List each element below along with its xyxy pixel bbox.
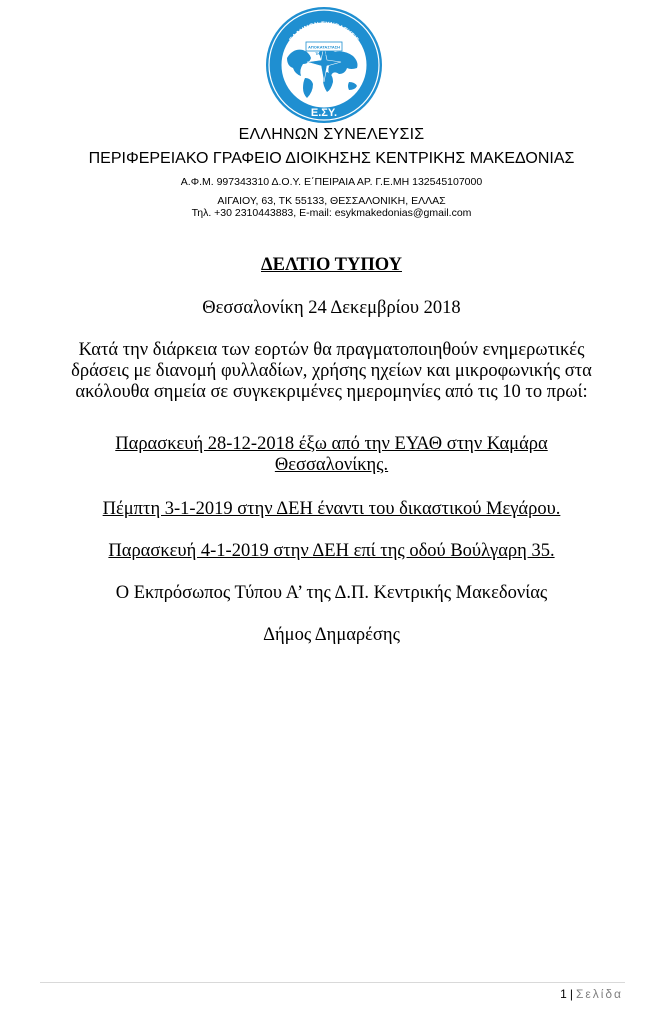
document-date: Θεσσαλονίκη 24 Δεκεμβρίου 2018 <box>202 298 461 318</box>
tax-line: Α.Φ.Μ. 997343310 Δ.Ο.Υ. Ε΄ΠΕΙΡΑΙΑ ΑΡ. Γ.Ε.ΜΗ 132545107000 <box>180 176 483 188</box>
schedule-item-2-text: Πέμπτη 3-1-2019 στην ΔΕΗ έναντι του δικαστικού Μεγάρου. <box>102 499 561 519</box>
address-line: ΑΙΓΑΙΟΥ, 63, ΤΚ 55133, ΘΕΣΣΑΛΟΝΙΚΗ, ΕΛΛΑΣ <box>217 195 446 207</box>
org-name: ΕΛΛΗΝΩΝ ΣΥΝΕΛΕΥΣΙΣ <box>238 126 425 143</box>
office-name: ΠΕΡΙΦΕΡΕΙΑΚΟ ΓΡΑΦΕΙΟ ΔΙΟΙΚΗΣΗΣ ΚΕΝΤΡΙΚΗΣ ΜΑΚΕΔΟΝΙΑΣ <box>88 150 575 167</box>
schedule-item-1-line: Παρασκευή 28-12-2018 έξω από την ΕΥΑΘ στην Καμάρα <box>115 434 548 454</box>
page-number: 1 <box>560 987 567 1001</box>
intro-line: ακόλουθα σημεία σε συγκεκριμένες ημερομηνίες από τις 10 το πρωί: <box>75 382 588 402</box>
signature-role: Ο Εκπρόσωπος Τύπου Α’ της Δ.Π. Κεντρικής Μακεδονίας <box>115 583 548 603</box>
intro-line: Κατά την διάρκεια των εορτών θα πραγματοποιηθούν ενημερωτικές <box>78 340 585 360</box>
intro-line: δράσεις με διανομή φυλλαδίων, χρήσης ηχείων και μικροφωνικής στα <box>71 361 592 381</box>
page-word: Σελίδα <box>575 987 623 1001</box>
schedule-item-1 <box>0 434 663 476</box>
document-title: ΔΕΛΤΙΟ ΤΥΠΟΥ <box>261 255 402 275</box>
signature-name: Δήμος Δημαρέσης <box>263 625 400 645</box>
footer-separator: | <box>569 987 573 1001</box>
logo-banner-line1: ΑΠΟΚΑΤΑΣΤΑΣΗ <box>307 44 341 50</box>
logo-center-text: Ε.ΣΥ. <box>310 107 338 119</box>
schedule-item-3 <box>0 541 663 562</box>
schedule-item-3-text: Παρασκευή 4-1-2019 στην ΔΕΗ επί της οδού Βούλγαρη 35. <box>108 541 555 561</box>
schedule-item-1-line: Θεσσαλονίκης. <box>274 455 389 475</box>
schedule-item-2 <box>0 499 663 520</box>
footer-divider <box>40 982 625 983</box>
logo-banner-line2: ΤΗΣ ΓΑΙΑΣ <box>315 52 333 56</box>
intro-paragraph <box>0 340 663 403</box>
page-footer <box>560 987 623 1001</box>
organization-logo <box>265 6 383 124</box>
contact-line: Τηλ. +30 2310443883, E-mail: esykmakedonias@gmail.com <box>191 207 472 219</box>
logo-ring-text: ΕΛΛΗΝΩΝ ΣΥΝΕΛΕΥΣΙΣ <box>288 20 360 44</box>
